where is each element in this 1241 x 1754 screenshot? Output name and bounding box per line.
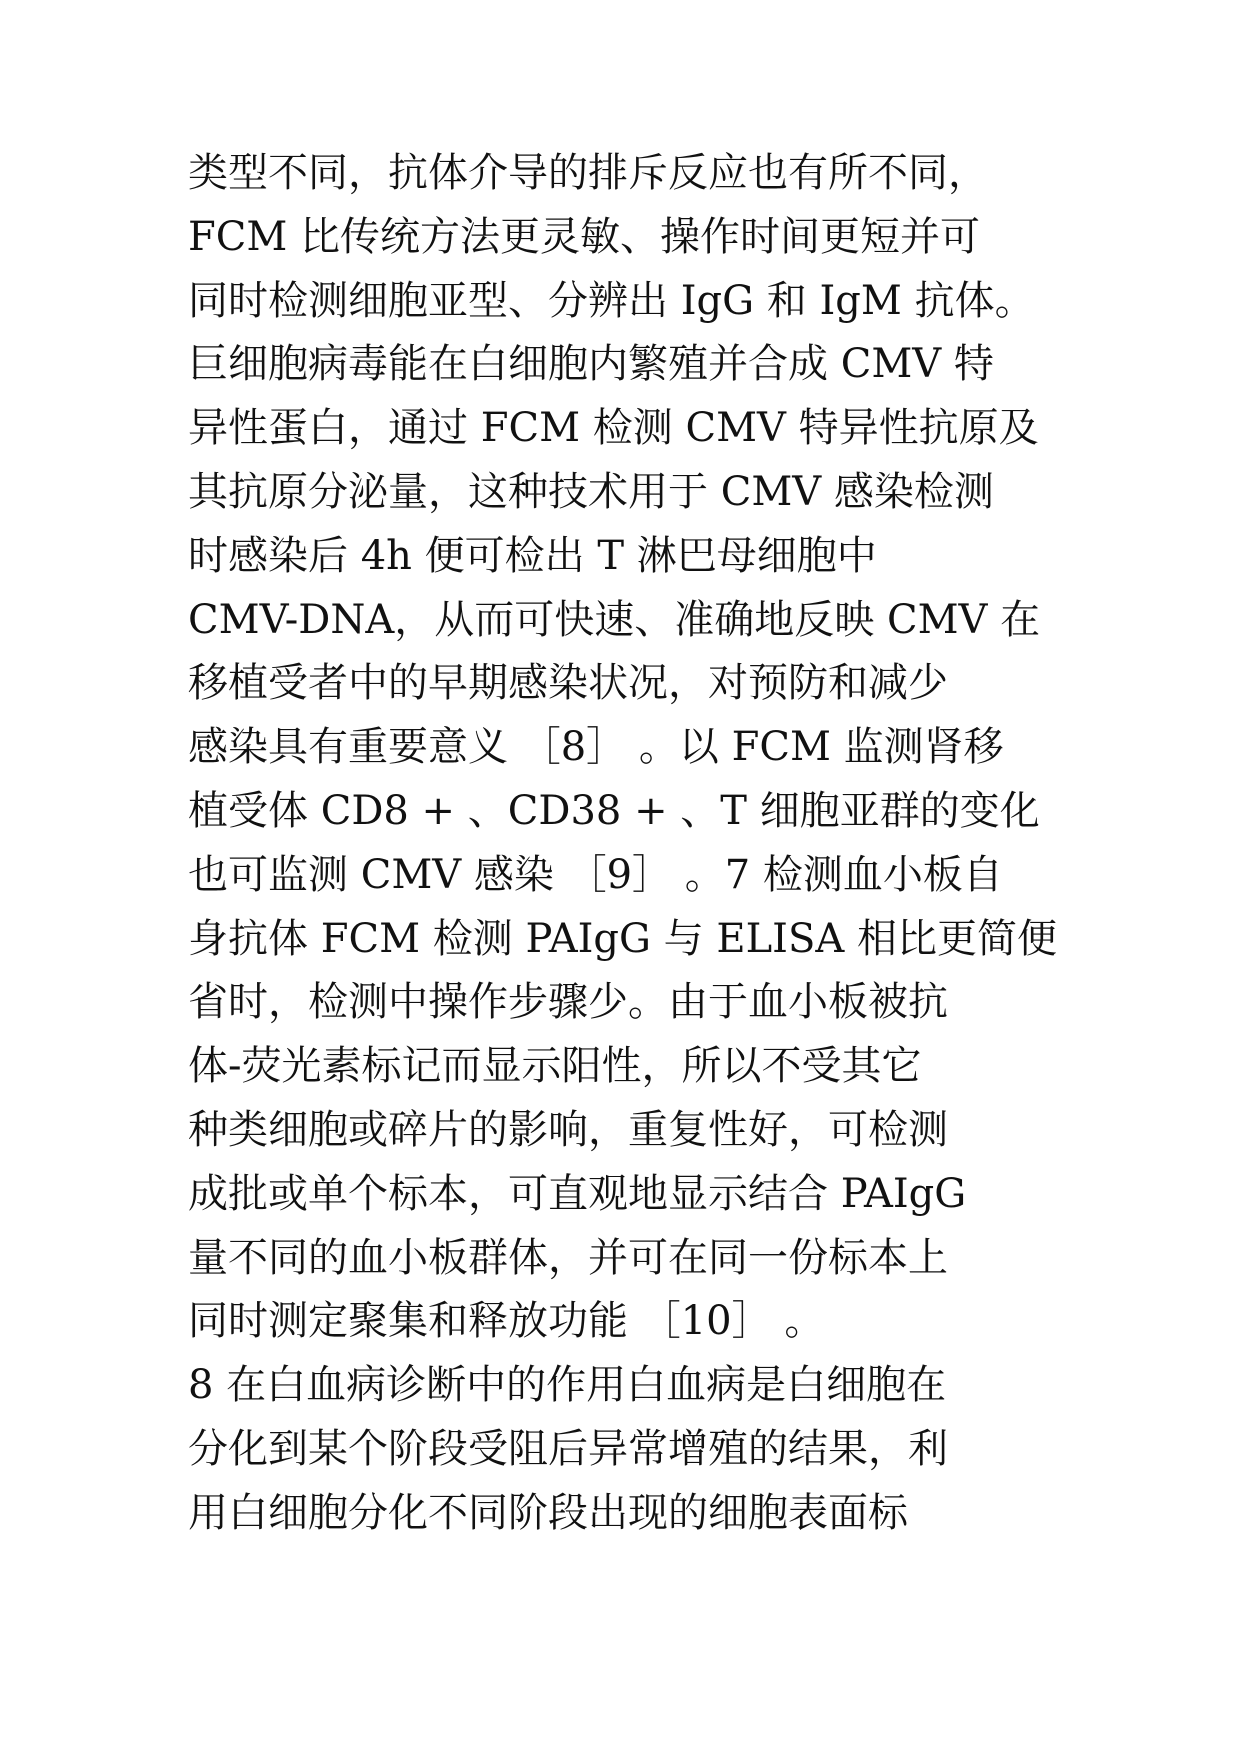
text-line: 同时检测细胞亚型、分辨出 IgG 和 IgM 抗体。 [188, 277, 1035, 324]
text-line: 身抗体 FCM 检测 PAIgG 与 ELISA 相比更简便 [188, 915, 1057, 962]
text-line: 类型不同，抗体介导的排斥反应也有所不同， [188, 150, 988, 196]
text-line: CMV-DNA，从而可快速、准确地反映 CMV 在 [188, 596, 1041, 643]
text-line: 感染具有重要意义 ［8］ 。以 FCM 监测肾移 [188, 724, 1004, 771]
text-line: 同时测定聚集和释放功能 ［10］ 。 [188, 1298, 825, 1345]
text-line: 巨细胞病毒能在白细胞内繁殖并合成 CMV 特 [188, 341, 994, 388]
text-line: FCM 比传统方法更灵敏、操作时间更短并可 [188, 213, 981, 260]
text-line: 体-荧光素标记而显示阳性，所以不受其它 [188, 1043, 922, 1090]
text-line: 时感染后 4h 便可检出 T 淋巴母细胞中 [188, 532, 877, 579]
text-line: 也可监测 CMV 感染 ［9］ 。7 检测血小板自 [188, 851, 1003, 898]
text-line: 量不同的血小板群体，并可在同一份标本上 [188, 1234, 948, 1281]
text-line: 8 在白血病诊断中的作用白血病是白细胞在 [188, 1362, 947, 1409]
text-line: 植受体 CD8 + 、CD38 + 、T 细胞亚群的变化 [188, 787, 1040, 834]
text-line: 成批或单个标本，可直观地显示结合 PAIgG [188, 1170, 967, 1217]
text-line: 省时，检测中操作步骤少。由于血小板被抗 [188, 979, 948, 1026]
text-line: 其抗原分泌量，这种技术用于 CMV 感染检测 [188, 468, 994, 515]
text-line: 种类细胞或碎片的影响，重复性好，可检测 [188, 1106, 948, 1153]
text-line: 移植受者中的早期感染状况，对预防和减少 [188, 660, 948, 707]
text-line: 异性蛋白，通过 FCM 检测 CMV 特异性抗原及 [188, 405, 1039, 452]
text-line: 用白细胞分化不同阶段出现的细胞表面标 [188, 1489, 908, 1536]
text-line: 分化到某个阶段受阻后异常增殖的结果，利 [188, 1425, 948, 1472]
body-text [188, 142, 1188, 1546]
